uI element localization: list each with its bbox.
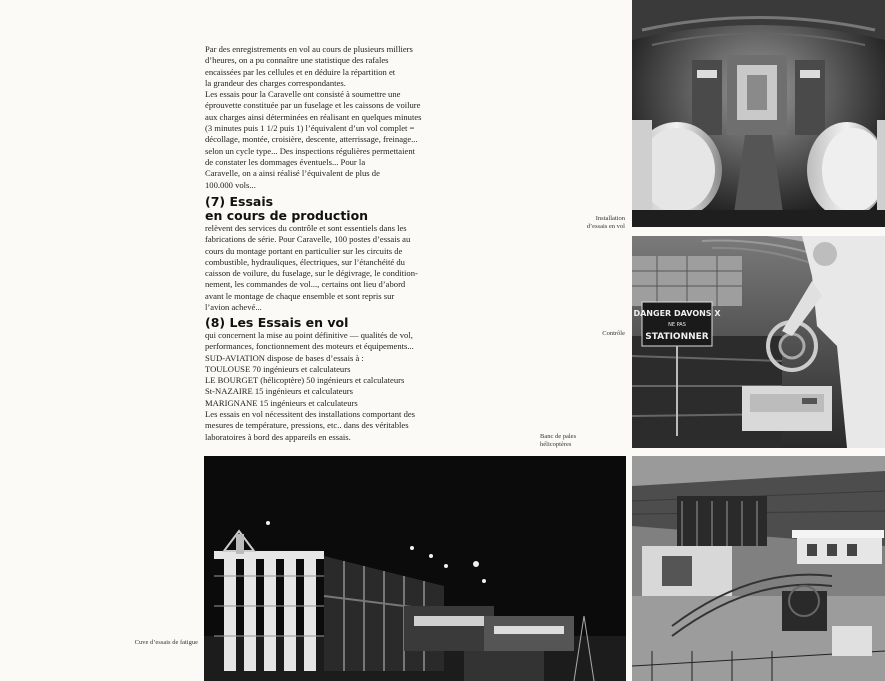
section-7-line: caisson de voilure, du fuselage, sur le dégivrage, le condition- (205, 268, 418, 279)
intro-line: 100.000 vols... (205, 179, 256, 190)
section-8-line: laboratoires à bord des appareils en essais. (205, 431, 351, 442)
photo-cuve-fatigue (204, 456, 626, 681)
intro-line: aux charges ainsi déterminées en réalisant en quelques minutes (205, 111, 422, 122)
section-8-line: SUD-AVIATION dispose de bases d’essais à : (205, 352, 364, 363)
cabin-photo-illustration (632, 0, 885, 227)
caption-line: Banc de pales (540, 433, 577, 440)
caption-cuve (100, 639, 198, 647)
intro-line: Caravelle, on a ainsi réalisé l’équivalent de plus de (205, 168, 380, 179)
sign-line1: DANGER DAVONS X (633, 309, 721, 318)
intro-line: la grandeur des charges correspondantes. (205, 77, 346, 88)
section-8-line: St-NAZAIRE 15 ingénieurs et calculateurs (205, 386, 353, 397)
intro-text (205, 44, 450, 191)
sign-line2: NE PAS (668, 322, 686, 328)
section-8-line: MARIGNANE 15 ingénieurs et calculateurs (205, 397, 358, 408)
intro-line: décollage, montée, croisière, descente, atterrissage, freinage... (205, 134, 418, 145)
photo-controle (632, 236, 885, 448)
sign-line3: STATIONNER (645, 332, 709, 342)
section-7-line: avant le montage de chaque ensemble et sont repris sur (205, 290, 395, 301)
intro-line: Par des enregistrements en vol au cours de plusieurs milliers (205, 44, 413, 54)
caption-installation (540, 215, 625, 230)
section-8-line: Les essais en vol nécessitent des installations comportant des (205, 409, 416, 420)
section-8-line: performances, fonctionnement des moteurs et équipements... (205, 341, 414, 352)
section-8-line: mesures de température, pressions, etc.. dans des véritables (205, 420, 409, 431)
section-8-line: qui concernent la mise au point définitive — qualités de vol, (205, 330, 413, 340)
section-7-line: cours du montage portant en particulier sur les circuits de (205, 245, 403, 256)
caption-controle (540, 330, 625, 338)
section-7-line: relèvent des services du contrôle et sont essentiels dans les (205, 223, 407, 233)
section-7-line: combustible, hydrauliques, électriques, sur l’étanchéité du (205, 256, 405, 267)
intro-line: de constater les dommages éventuels... Pour la (205, 156, 366, 167)
intro-line: Les essais pour la Caravelle ont consisté à soumettre une (205, 89, 401, 100)
section-7-line: l’avion achevé... (205, 302, 262, 313)
section-8-line: TOULOUSE 70 ingénieurs et calculateurs (205, 363, 351, 374)
controle-photo-illustration (632, 236, 885, 448)
photo-cabin-instrumentation (632, 0, 885, 227)
caption-banc (540, 433, 617, 448)
intro-line: éprouvette constituée par un fuselage et les caissons de voilure (205, 100, 421, 111)
caption-line: d’essais en vol (586, 222, 625, 230)
section-7 (205, 195, 450, 313)
banc-photo-illustration (632, 456, 885, 681)
section-8 (205, 316, 450, 443)
photo-banc-pales (632, 456, 885, 681)
cuve-photo-illustration (204, 456, 626, 681)
intro-line: d’heures, on a pu connaître une statistique des rafales (205, 55, 389, 66)
caption-line: hélicoptères (540, 440, 572, 448)
section-7-heading-line2: en cours de production (205, 208, 369, 223)
caption-line: Cuve d’essais de fatigue (134, 639, 198, 646)
section-7-heading-line1: (7) Essais (205, 194, 274, 209)
caption-line: Installation (595, 215, 625, 222)
section-7-line: nement, les commandes de vol..., certains ont lieu d’abord (205, 279, 406, 290)
section-8-line: LE BOURGET (hélicoptère) 50 ingénieurs et calculateurs (205, 375, 405, 386)
intro-line: selon un cycle type... Des inspections régulières permettaient (205, 145, 416, 156)
section-7-line: fabrications de série. Pour Caravelle, 100 postes d’essais au (205, 234, 411, 245)
caption-line: Contrôle (602, 330, 625, 337)
intro-line: encaissées par les cellules et en déduire la répartition et (205, 66, 396, 77)
section-8-heading: (8) Les Essais en vol (205, 315, 349, 330)
intro-line: (3 minutes puis 1 1/2 puis 1) l’équivalent d’un vol complet = (205, 123, 415, 134)
